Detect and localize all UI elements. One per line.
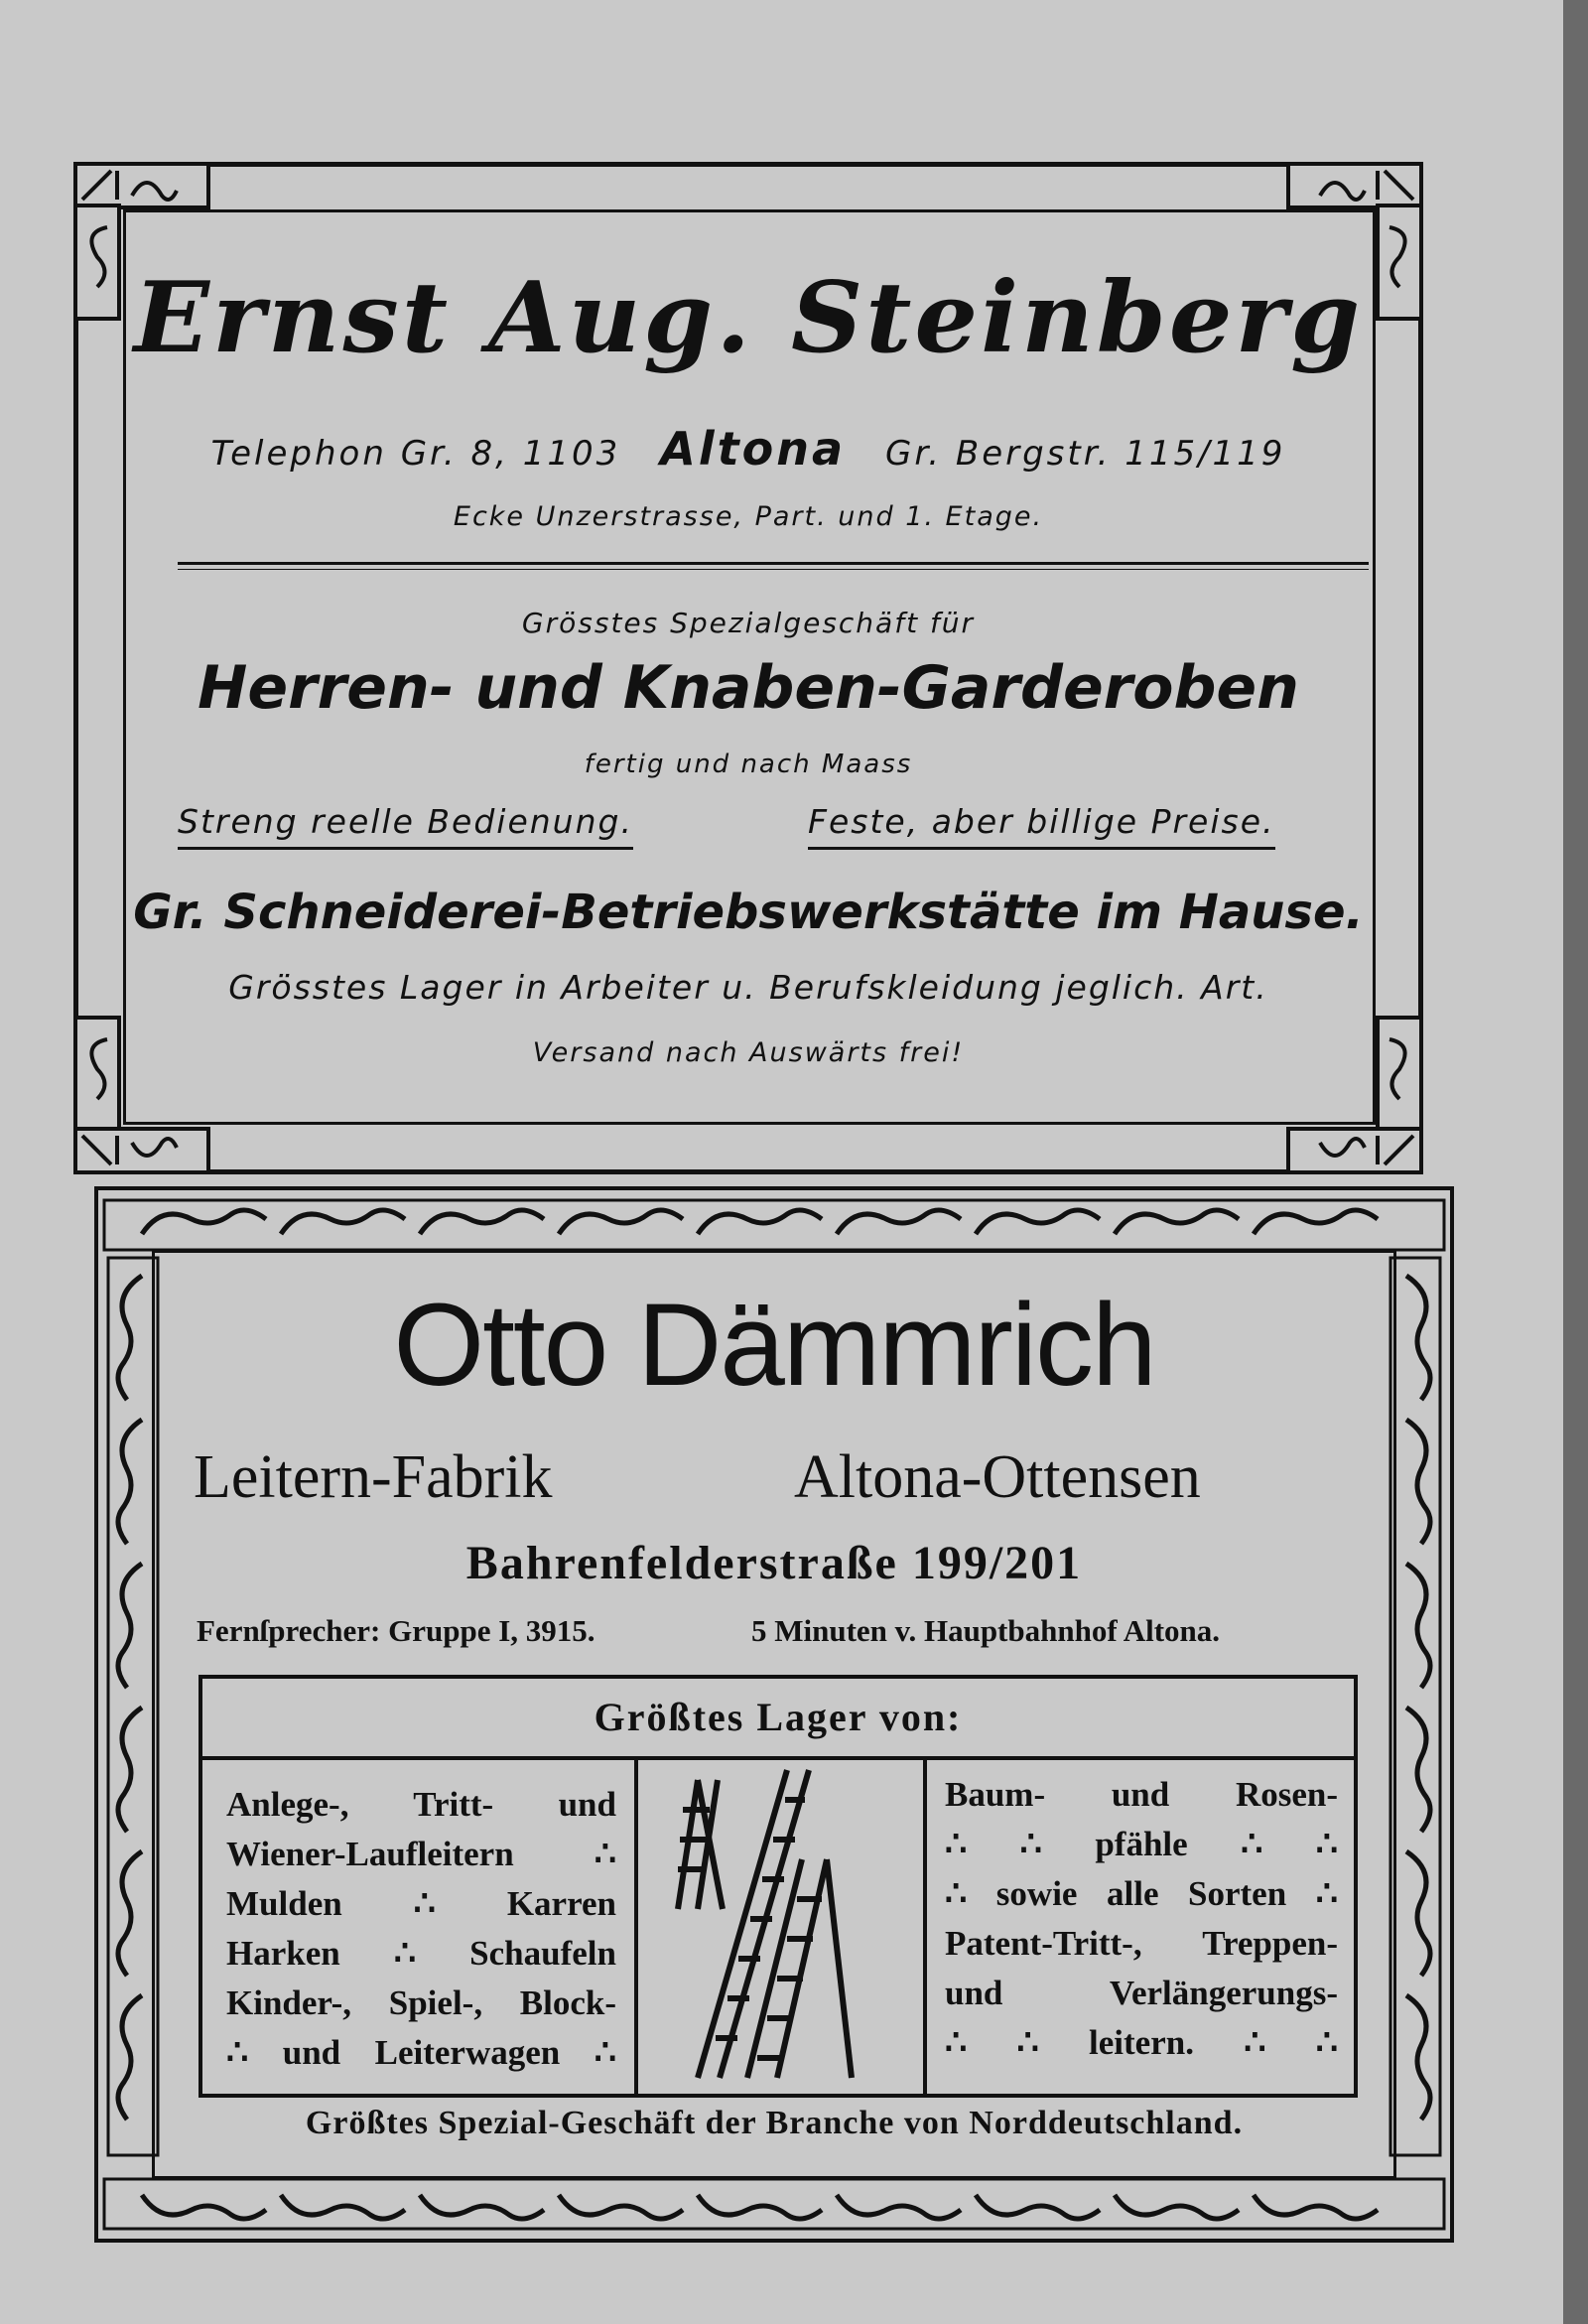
list-item: Anlege-, Tritt- und (226, 1785, 616, 1824)
divider-rule (178, 562, 1369, 565)
street-text: Bahrenfelderstraße 199/201 (465, 1537, 1083, 1589)
tailoring-text: Gr. Schneiderei-Betriebswerkstätte im Hause. (133, 885, 1364, 940)
right-column (927, 1760, 1354, 2094)
list-item: ∴ ∴ pfähle ∴ ∴ (945, 1825, 1338, 1863)
ladder-column (638, 1760, 927, 2094)
list-item: Harken ∴ Schaufeln (226, 1934, 616, 1973)
footer-text: Größtes Spezial-Geschäft der Branche von Norddeutschland. (305, 2105, 1244, 2141)
service-text: Streng reelle Bedienung. (178, 802, 633, 850)
side-ornament-left-bottom (73, 1016, 121, 1133)
ladder-icon (638, 1760, 923, 2086)
list-item: und Verlängerungs- (945, 1974, 1338, 2012)
made-text: fertig und nach Maass (584, 750, 913, 779)
left-item-list (202, 1760, 634, 2078)
page-edge (1563, 0, 1588, 2324)
stock-heading: Größtes Lager von: (202, 1679, 1354, 1760)
list-item: Patent-Tritt-, Treppen- (945, 1924, 1338, 1963)
prices-text: Feste, aber billige Preise. (808, 802, 1275, 850)
ornamental-band-top (102, 1194, 1446, 1256)
list-item: Kinder-, Spiel-, Block- (226, 1983, 616, 2022)
shipping-text: Versand nach Auswärts frei! (532, 1037, 965, 1068)
corner-ornament-bottom-right (1286, 1127, 1423, 1174)
address-line (73, 422, 1423, 476)
daemmrich-advertisement (94, 1186, 1454, 2243)
telephone-text: Telephon Gr. 8, 1103 (210, 434, 621, 474)
distance-text: 5 Minuten v. Hauptbahnhof Altona. (751, 1613, 1221, 1648)
corner-ornament-top-left (73, 162, 210, 209)
company-title: Ernst Aug. Steinberg (133, 261, 1364, 375)
list-item: Wiener-Laufleitern ∴ (226, 1835, 616, 1873)
street-text: Gr. Bergstr. 115/119 (885, 434, 1286, 474)
side-ornament-right-bottom (1376, 1016, 1423, 1133)
divider-rule-thin (178, 569, 1369, 570)
corner-text: Ecke Unzerstrasse, Part. und 1. Etage. (453, 501, 1044, 532)
factory-text: Leitern-Fabrik (194, 1443, 553, 1511)
specialty-heading: Herren- und Knaben-Garderoben (198, 653, 1299, 723)
corner-ornament-top-right (1286, 162, 1423, 209)
phone-text: Fernſprecher: Gruppe I, 3915. (197, 1613, 596, 1648)
stock-box (198, 1675, 1358, 2098)
list-item: ∴ und Leiterwagen ∴ (226, 2033, 616, 2072)
location-text: Altona-Ottensen (794, 1443, 1201, 1511)
stock-text: Grösstes Lager in Arbeiter u. Berufskleidung jeglich. Art. (228, 968, 1268, 1007)
right-item-list (927, 1760, 1354, 2068)
city-text: Altona (660, 422, 847, 476)
list-item: ∴ sowie alle Sorten ∴ (945, 1874, 1338, 1913)
list-item: Baum- und Rosen- (945, 1775, 1338, 1814)
corner-ornament-bottom-left (73, 1127, 210, 1174)
specialty-intro: Grösstes Spezialgeschäft für (521, 607, 976, 639)
list-item: Mulden ∴ Karren (226, 1884, 616, 1923)
steinberg-advertisement (73, 162, 1423, 1174)
left-column (202, 1760, 638, 2094)
ornamental-band-bottom (102, 2173, 1446, 2235)
company-name: Otto Dämmrich (393, 1280, 1155, 1411)
list-item: ∴ ∴ leitern. ∴ ∴ (945, 2023, 1338, 2062)
